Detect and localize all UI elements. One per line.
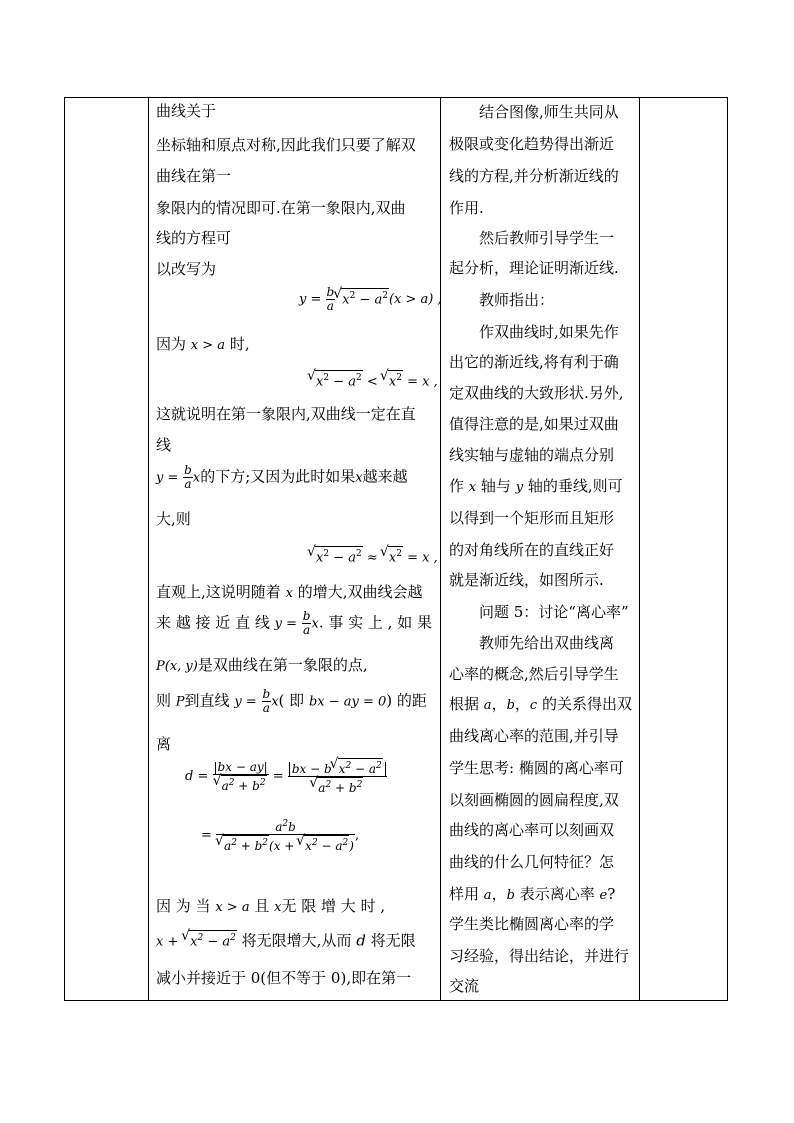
text-line: 根据 a，b，c 的关系得出双 <box>449 695 632 713</box>
equation-distance-1: d = |bx − ay| √ $a^2 + b^2$ = bx − b√ $x^2 - a^2$ √ $a^2 + b^2$ <box>185 758 387 795</box>
text-line: 因为 x > a 时, <box>156 335 250 353</box>
text-line: 离 <box>156 735 172 753</box>
text-line: 大,则 <box>156 510 191 528</box>
text-line: P(x, y)是双曲线在第一象限的点, <box>156 656 368 674</box>
text-line: 教师先给出双曲线离 <box>479 634 615 652</box>
text-line: 以改写为 <box>156 260 217 278</box>
text-line: 减小并接近于 0(但不等于 0),即在第一 <box>156 969 412 987</box>
text-line: x + √ $x^2 - a^2$ 将无限增大,从而 d 将无限 <box>156 930 416 952</box>
text-line: 因 为 当 x > a 且 x无 限 增 大 时 , <box>156 897 386 915</box>
text-line: 交流 <box>449 977 480 995</box>
text-line: 的对角线所在的直线正好 <box>449 541 615 559</box>
text-line: 出它的渐近线,将有利于确 <box>449 353 619 371</box>
text-line: 以得到一个矩形而且矩形 <box>449 509 615 527</box>
text-line: 坐标轴和原点对称,因此我们只要了解双 <box>156 136 416 154</box>
text-line: 极限或变化趋势得出渐近 <box>449 135 615 153</box>
text-line: 学生思考: 椭圆的离心率可 <box>449 759 624 777</box>
text-line: 线实轴与虚轴的端点分别 <box>449 446 615 464</box>
text-line: 学生类比椭圆离心率的学 <box>449 915 615 933</box>
text-line: 线的方程可 <box>156 229 232 247</box>
text-line: 曲线的离心率可以刻画双 <box>449 821 615 839</box>
text-line: 定双曲线的大致形状.另外, <box>449 384 624 402</box>
equation-inequality: √ $x^2 - a^2$ < √ $x^2 = x$ , <box>309 370 438 392</box>
text-line: 象限内的情况即可.在第一象限内,双曲 <box>156 199 406 217</box>
equation-distance-2: = $a^2b$ √ $a^2 + b^2(x$ + √ $x^2 - a^2$) , <box>201 818 359 853</box>
text-line: 这就说明在第一象限内,双曲线一定在直 <box>156 405 416 423</box>
text-line: 直观上,这说明随着 x 的增大,双曲线会越 <box>156 583 423 601</box>
text-line: 来 越 接 近 直 线 y = $\frac{b}{a}$ x. 事 实 上 , 如 果 <box>156 609 432 637</box>
text-line: 线的方程,并分析渐近线的 <box>449 167 619 185</box>
text-line: 问题 5：讨论“离心率” <box>479 603 629 621</box>
content-column <box>149 98 441 1000</box>
text-line: 样用 a，b 表示离心率 e? <box>449 885 616 903</box>
equation-hyperbola: y = $\frac{b}{a}$ √ $x^2 - a^2(x > a)$ , <box>299 286 442 313</box>
equation-approx: √ $x^2 - a^2$ ≈ √ $x^2 = x$ , <box>309 546 438 568</box>
text-line: 起分析，理论证明渐近线. <box>449 259 619 277</box>
text-line: 结合图像,师生共同从 <box>479 103 619 121</box>
text-line: 然后教师引导学生一 <box>479 229 615 247</box>
text-line: 作用. <box>449 199 484 217</box>
text-line: 作 x 轴与 y 轴的垂线,则可 <box>449 477 623 495</box>
text-line: 就是渐近线，如图所示. <box>449 571 604 589</box>
text-line: 值得注意的是,如果过双曲 <box>449 415 619 433</box>
text-line: 教师指出： <box>479 291 555 309</box>
text-line: 作双曲线时,如果先作 <box>479 323 619 341</box>
text-line: 心率的概念,然后引导学生 <box>449 665 619 683</box>
text-line: 曲线离心率的范围,并引导 <box>449 727 619 745</box>
activity-column <box>441 98 640 1000</box>
text-line: 曲线在第一 <box>156 167 232 185</box>
text-line: 习经验，得出结论，并进行 <box>449 947 630 965</box>
lesson-table <box>64 97 728 1001</box>
text-line: 曲线的什么几何特征？怎 <box>449 853 615 871</box>
text-line: y = $\frac{b}{a}$ x的下方;又因为此时如果x越来越 <box>156 463 408 491</box>
text-line: 以刻画椭圆的圆扁程度,双 <box>449 791 619 809</box>
text-line: 线 <box>156 436 172 454</box>
text-line: 则 P到直线 y = $\frac{b}{a}$ x( 即 bx − ay = 0) 的距 <box>156 687 427 715</box>
text-line: 曲线关于 <box>156 102 217 120</box>
